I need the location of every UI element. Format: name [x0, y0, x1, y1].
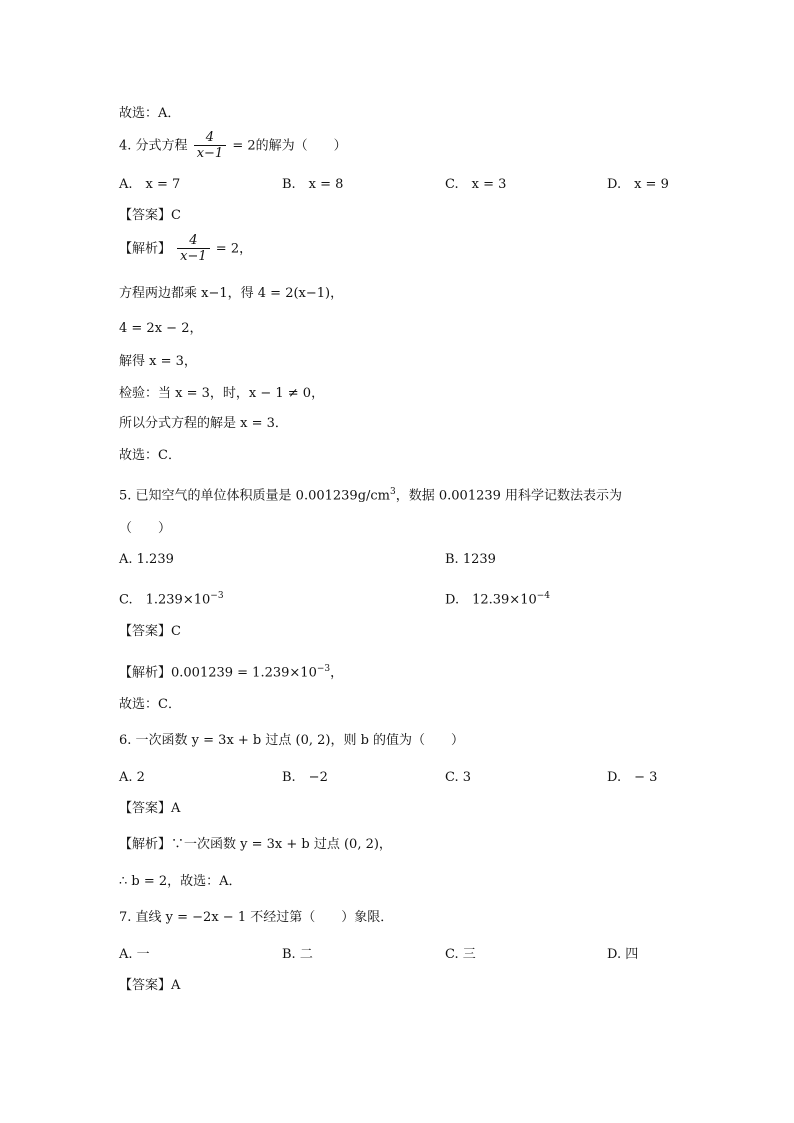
option-a: A. 1.239 [119, 552, 174, 567]
solution-line: 【解析】∵一次函数 y = 3x + b 过点 (0, 2)， [119, 837, 392, 852]
option-d [445, 588, 550, 608]
exponent: −4 [536, 591, 551, 601]
answer-line: 【答案】A [119, 978, 181, 993]
question-7: 7. 直线 y = −2x − 1 不经过第（ ）象限． [119, 910, 394, 925]
solution-label: 【解析】 [119, 241, 172, 257]
question-5-bracket: （ ） [119, 521, 172, 536]
option-d: D. − 3 [607, 770, 658, 785]
option-text: C. 1.239×10 [119, 592, 211, 608]
text-line: 故选：C． [119, 448, 181, 463]
numerator: 4 [189, 233, 198, 248]
text-line: 故选：A． [119, 106, 181, 121]
solution-text: = 2， [215, 241, 253, 257]
solution-step: 4 = 2x − 2， [119, 321, 203, 336]
answer-line: 【答案】A [119, 801, 181, 816]
option-b: B. 二 [282, 947, 313, 962]
question-text: 4. 分式方程 [119, 138, 188, 154]
fraction [194, 131, 227, 161]
question-text: 5. 已知空气的单位体积质量是 0.001239g/cm [119, 488, 391, 504]
solution-text: 【解析】0.001239 = 1.239×10 [119, 665, 317, 681]
text-line: 故选：C． [119, 697, 181, 712]
solution-step: 所以分式方程的解是 x = 3． [119, 416, 288, 431]
numerator: 4 [205, 130, 215, 145]
exponent: −3 [210, 591, 224, 601]
denominator: x−1 [177, 248, 210, 264]
option-d: D. 四 [607, 947, 639, 962]
answer-line: 【答案】C [119, 624, 181, 639]
question-text: = 2的解为（ ） [232, 138, 347, 154]
option-text: D. 12.39×10 [445, 592, 537, 608]
option-b: B. 1239 [445, 552, 496, 567]
option-a: A. 一 [119, 947, 150, 962]
solution-line: ∴ b = 2，故选：A． [119, 874, 242, 889]
solution-step: 方程两边都乘 x−1，得 4 = 2(x−1)， [119, 286, 344, 301]
solution-line [119, 234, 252, 264]
option-c: C. x = 3 [445, 177, 507, 192]
exponent: −3 [316, 664, 331, 674]
option-d: D. x = 9 [607, 177, 669, 192]
option-c [119, 588, 224, 608]
option-c: C. 3 [445, 770, 472, 785]
question-5 [119, 484, 622, 504]
question-6: 6. 一次函数 y = 3x + b 过点 (0, 2)，则 b 的值为（ ） [119, 733, 465, 748]
solution-step: 解得 x = 3， [119, 354, 197, 369]
denominator: x−1 [194, 145, 227, 161]
solution-step: 检验：当 x = 3，时，x − 1 ≠ 0， [119, 386, 325, 401]
answer-line: 【答案】C [119, 208, 181, 223]
superscript: 3 [390, 487, 396, 497]
question-4 [119, 131, 347, 161]
option-c: C. 三 [445, 947, 476, 962]
solution-text: ， [330, 665, 344, 681]
option-b: B. −2 [282, 770, 328, 785]
question-text: ，数据 0.001239 用科学记数法表示为 [395, 488, 623, 504]
option-a: A. x = 7 [119, 177, 181, 192]
fraction [177, 234, 210, 264]
solution-line [119, 661, 343, 681]
option-a: A. 2 [119, 770, 145, 785]
option-b: B. x = 8 [282, 177, 344, 192]
